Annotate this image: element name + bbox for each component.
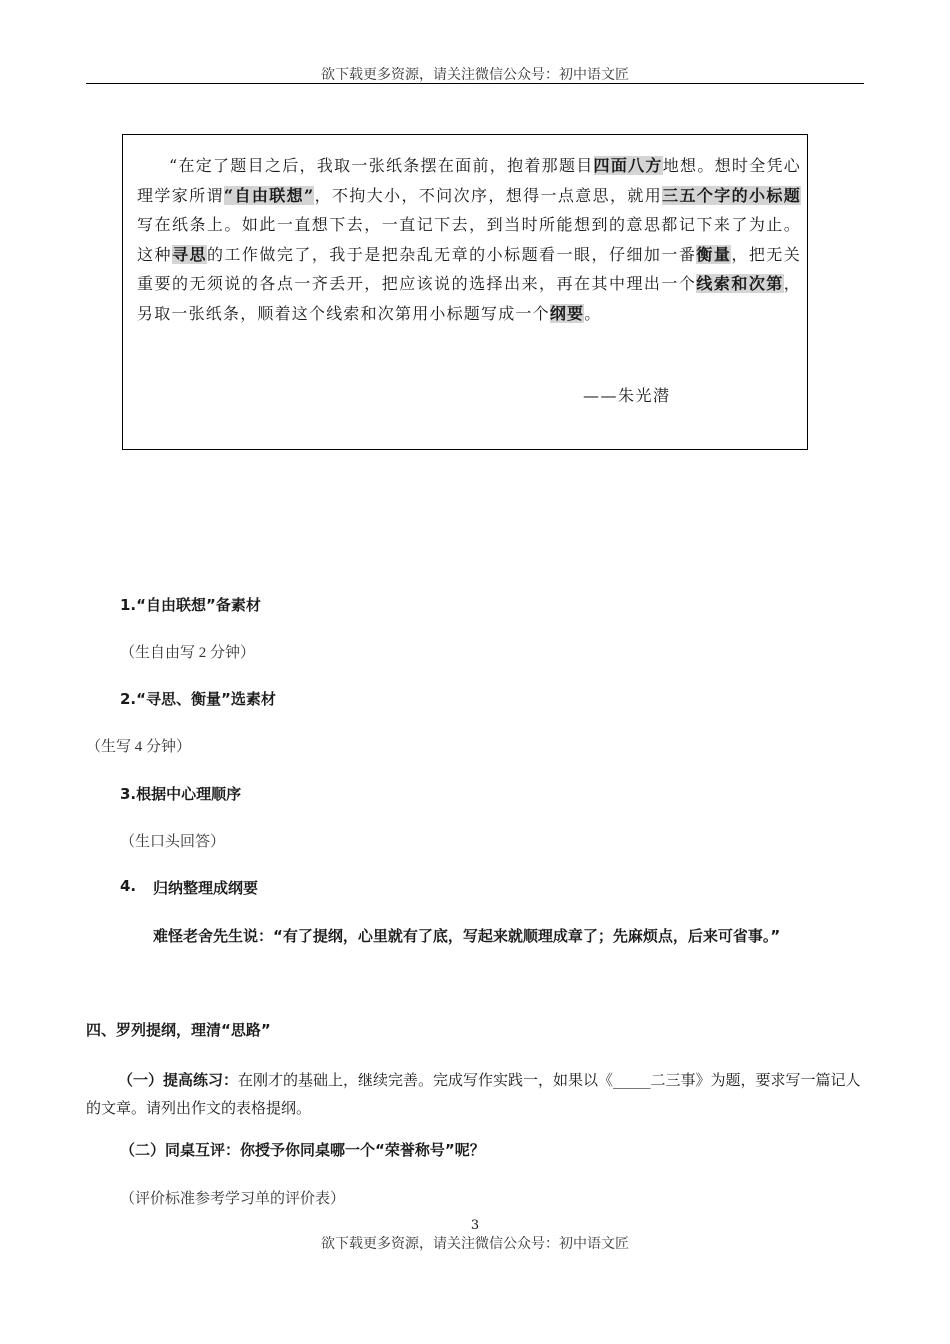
page-number: 3 <box>470 1218 480 1233</box>
highlight-keyword: “自由联想” <box>223 185 315 205</box>
highlight-keyword: 寻思 <box>171 244 207 264</box>
laoshe-quote: 难怪老舍先生说：“有了提纲，心里就有了底，写起来就顺理成章了；先麻烦点，后来可省事。” <box>153 927 781 945</box>
practice-paragraph <box>86 1066 864 1122</box>
quote-segment: 。 <box>584 303 602 323</box>
header-divider <box>86 83 864 84</box>
highlight-keyword: 衡量 <box>696 244 732 264</box>
page-header: 欲下载更多资源，请关注微信公众号：初中语文匠 <box>321 67 629 83</box>
step-1-title: 1.“自由联想”备素材 <box>120 596 261 614</box>
page-footer: 欲下载更多资源，请关注微信公众号：初中语文匠 <box>321 1236 629 1252</box>
step-3-title: 3.根据中心理顺序 <box>120 785 242 803</box>
highlight-keyword: 线索和次第 <box>696 274 784 293</box>
quote-segment: “在定了题目之后，我取一张纸条摆在面前，抱着那题目 <box>169 156 594 175</box>
step-2-note: （生写 4 分钟） <box>86 739 192 755</box>
section-4-heading: 四、罗列提纲，理清“思路” <box>86 1021 271 1039</box>
quote-segment: 地想。想时全凭心理学家所谓 <box>137 156 801 205</box>
highlight-keyword: 四面八方 <box>593 156 663 175</box>
quote-segment: ，把无关重要的无须说的各点一齐丢开，把应该说的选择出来，再在其中理出一个 <box>137 244 801 293</box>
step-4-number: 4. <box>120 877 137 895</box>
highlight-keyword: 纲要 <box>549 303 585 323</box>
quote-text <box>137 151 801 328</box>
practice-text: 在刚才的基础上，继续完善。完成写作实践一，如果以《_____二三事》为题，要求写一篇记人的文章。请列出作文的表格提纲。 <box>86 1071 861 1117</box>
peer-review-prompt: （二）同桌互评：你授予你同桌哪一个“荣誉称号”呢？ <box>120 1141 485 1159</box>
quote-segment: 的工作做完了，我于是把杂乱无章的小标题看一眼，仔细加一番 <box>206 244 697 264</box>
practice-lead: （一）提高练习： <box>118 1071 239 1089</box>
evaluation-note: （评价标准参考学习单的评价表） <box>120 1191 346 1207</box>
quote-segment: 写在纸条上。如此一直想下去，一直记下去，到当时所能想到的意思都记下来了为止。这种 <box>137 215 801 264</box>
quote-box <box>122 134 808 450</box>
step-2-title: 2.“寻思、衡量”选素材 <box>120 690 276 708</box>
quote-author: ——朱光潜 <box>583 386 671 405</box>
highlight-keyword: 三五个字的小标题 <box>662 185 801 205</box>
step-3-note: （生口头回答） <box>120 834 226 850</box>
quote-segment: ，另取一张纸条，顺着这个线索和次第用小标题写成一个 <box>137 274 801 323</box>
quote-segment: ，不拘大小，不问次序，想得一点意思，就用 <box>314 185 663 205</box>
step-1-note: （生自由写 2 分钟） <box>120 645 256 661</box>
step-4-title: 归纳整理成纲要 <box>153 879 259 897</box>
